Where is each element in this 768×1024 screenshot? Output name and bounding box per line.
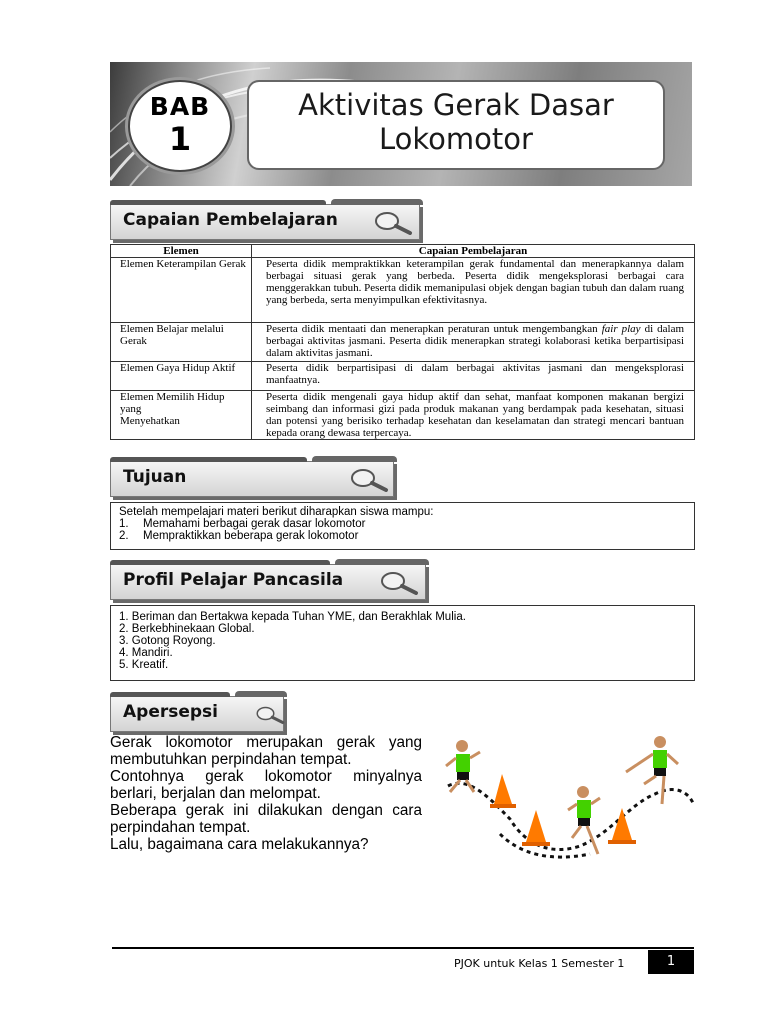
- magnifier-icon: [379, 571, 419, 595]
- list-item: 1. Beriman dan Bertakwa kepada Tuhan YME, dan Berakhlak Mulia.: [119, 611, 466, 623]
- magnifier-icon: [373, 211, 413, 235]
- apersepsi-paragraph: Beberapa gerak ini dilakukan dengan cara perpindahan tempat.: [110, 802, 422, 836]
- cone-icon: [490, 774, 516, 808]
- capaian-text-post: di dalam berbagai aktivitas jasmani. Peserta didik menerapkan strategi kolaborasi ketika berpartisipasi dalam aktivitas jasmani.: [266, 323, 685, 359]
- table-cell-elemen: Elemen Belajar melalui Gerak: [111, 323, 252, 362]
- capaian-section-header: [110, 204, 420, 240]
- list-item: 3. Gotong Royong.: [119, 635, 216, 647]
- apersepsi-heading: Apersepsi: [123, 702, 219, 722]
- list-item-text: Memahami berbagai gerak dasar lokomotor: [143, 518, 366, 530]
- capaian-text-pre: Peserta didik mentaati dan menerapkan peraturan untuk mengembangkan: [266, 323, 598, 335]
- list-item-number: 2.: [119, 530, 129, 542]
- chapter-title-line1: Aktivitas Gerak Dasar: [298, 88, 614, 122]
- chapter-label: BAB: [149, 92, 211, 121]
- list-item-text: Mempraktikkan beberapa gerak lokomotor: [143, 530, 359, 542]
- tujuan-heading: Tujuan: [123, 467, 187, 487]
- chapter-title-box: [247, 80, 665, 170]
- tujuan-box: [110, 502, 695, 550]
- list-item: 2. Berkebhinekaan Global.: [119, 623, 255, 635]
- table-header-elemen: Elemen: [111, 245, 252, 258]
- magnifier-icon: [255, 703, 285, 727]
- table-row: [111, 323, 695, 362]
- table-cell-capaian: Peserta didik mengenali gaya hidup aktif dan sehat, manfaat komponen makanan bergizi seimbang dan informasi gizi pada produk makanan yang berdampak pada kesehatan, situasi dan potensi yang berisiko terhadap kesehatan dan keselamatan dan strategi mencari bantuan kepada orang dewasa terpercaya.: [252, 391, 695, 440]
- list-item: [119, 530, 686, 542]
- elemen-line1: Elemen Memilih Hidup yang: [120, 391, 225, 415]
- table-cell-elemen: Elemen Keterampilan Gerak: [111, 258, 252, 323]
- footer-divider: [112, 947, 694, 949]
- list-item: 4. Mandiri.: [119, 647, 173, 659]
- list-item: 5. Kreatif.: [119, 659, 169, 671]
- chapter-number: 1: [168, 120, 192, 158]
- apersepsi-paragraph: Gerak lokomotor merupakan gerak yang membutuhkan perpindahan tempat.: [110, 734, 422, 768]
- capaian-table: [110, 244, 695, 440]
- capaian-text-italic: fair play: [601, 323, 641, 335]
- page-number: 1: [648, 950, 694, 974]
- elemen-line2: Menyehatkan: [120, 415, 180, 427]
- runner-icon: [626, 736, 678, 804]
- table-cell-capaian: Peserta didik berpartisipasi di dalam berbagai aktivitas jasmani dan mengeksplorasi manfaatnya.: [252, 362, 695, 391]
- table-cell-elemen: [111, 391, 252, 440]
- apersepsi-paragraph: Lalu, bagaimana cara melakukannya?: [110, 836, 369, 853]
- table-row: [111, 391, 695, 440]
- tujuan-intro: Setelah mempelajari materi berikut diharapkan siswa mampu:: [119, 506, 434, 518]
- chapter-title-line2: Lokomotor: [379, 122, 533, 156]
- apersepsi-section-header: [110, 696, 284, 732]
- profil-heading: Profil Pelajar Pancasila: [123, 570, 344, 590]
- chapter-badge: [128, 80, 232, 172]
- cone-icon: [522, 810, 550, 846]
- table-header-capaian: Capaian Pembelajaran: [252, 245, 695, 258]
- table-row: [111, 258, 695, 323]
- table-row: [111, 362, 695, 391]
- running-children-illustration: [440, 734, 696, 864]
- capaian-heading: Capaian Pembelajaran: [123, 210, 338, 230]
- list-item-number: 1.: [119, 518, 129, 530]
- apersepsi-text: [110, 734, 422, 853]
- profil-section-header: [110, 564, 426, 600]
- apersepsi-paragraph: Contohnya gerak lokomotor minyalnya berlari, berjalan dan melompat.: [110, 768, 422, 802]
- magnifier-icon: [349, 468, 389, 492]
- tujuan-section-header: [110, 461, 394, 497]
- list-item: [119, 518, 686, 530]
- table-cell-elemen: Elemen Gaya Hidup Aktif: [111, 362, 252, 391]
- profil-box: [110, 605, 695, 681]
- footer-text: PJOK untuk Kelas 1 Semester 1: [454, 957, 625, 970]
- table-cell-capaian: Peserta didik mempraktikkan keterampilan gerak fundamental dan menerapkannya dalam berbagai situasi gerak yang berbeda. Peserta didik mengeksplorasi berbagai cara menggerakkan tubuh. Peserta didik memanipulasi objek dengan bagian tubuh dan dalam ruang yang berbeda, serta menyimpulkan efektivitasnya.: [252, 258, 695, 323]
- table-cell-capaian: [252, 323, 695, 362]
